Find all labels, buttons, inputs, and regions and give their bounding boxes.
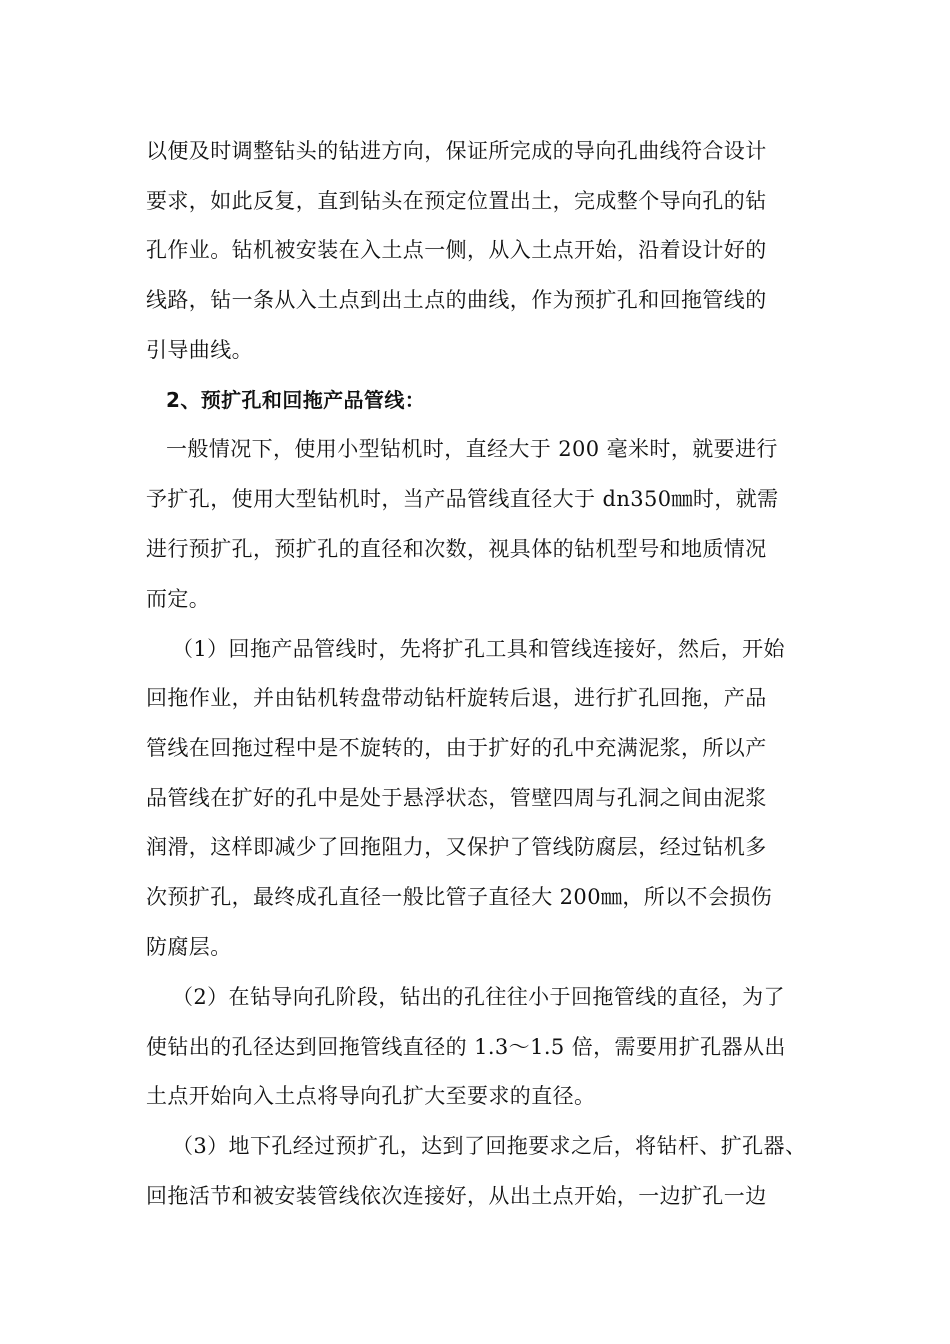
paragraph-line: 进行预扩孔，预扩孔的直径和次数，视具体的钻机型号和地质情况 [146,537,767,561]
section-heading: 2、预扩孔和回拖产品管线： [166,388,426,412]
paragraph-line: 使钻出的孔径达到回拖管线直径的 1.3～1.5 倍，需要用扩孔器从出 [146,1035,786,1059]
paragraph-line: （3）地下孔经过预扩孔，达到了回拖要求之后，将钻杆、扩孔器、 [172,1134,807,1158]
paragraph-line: 孔作业。钻机被安装在入土点一侧，从入土点开始，沿着设计好的 [146,238,767,262]
paragraph-line: 一般情况下，使用小型钻机时，直经大于 200 毫米时，就要进行 [166,437,778,461]
paragraph-line: 予扩孔，使用大型钻机时，当产品管线直径大于 dn350㎜时，就需 [146,487,779,511]
paragraph-line: 次预扩孔，最终成孔直径一般比管子直径大 200㎜，所以不会损伤 [146,885,773,909]
paragraph-line: 线路，钻一条从入土点到出土点的曲线，作为预扩孔和回拖管线的 [146,288,767,312]
paragraph-line: 回拖作业，并由钻机转盘带动钻杆旋转后退，进行扩孔回拖，产品 [146,686,767,710]
paragraph-line: 要求，如此反复，直到钻头在预定位置出土，完成整个导向孔的钻 [146,189,767,213]
paragraph-line: 土点开始向入土点将导向孔扩大至要求的直径。 [146,1084,596,1108]
paragraph-line: 润滑，这样即减少了回拖阻力，又保护了管线防腐层，经过钻机多 [146,835,767,859]
paragraph-line: 品管线在扩好的孔中是处于悬浮状态，管壁四周与孔洞之间由泥浆 [146,786,767,810]
paragraph-line: 以便及时调整钻头的钻进方向，保证所完成的导向孔曲线符合设计 [146,139,767,163]
paragraph-line: 回拖活节和被安装管线依次连接好，从出土点开始，一边扩孔一边 [146,1184,767,1208]
paragraph-line: 引导曲线。 [146,338,253,362]
paragraph-line: （1）回拖产品管线时，先将扩孔工具和管线连接好，然后，开始 [172,637,785,661]
paragraph-line: （2）在钻导向孔阶段，钻出的孔往往小于回拖管线的直径，为了 [172,985,785,1009]
paragraph-line: 防腐层。 [146,935,232,959]
paragraph-line: 而定。 [146,587,211,611]
paragraph-line: 管线在回拖过程中是不旋转的，由于扩好的孔中充满泥浆，所以产 [146,736,767,760]
